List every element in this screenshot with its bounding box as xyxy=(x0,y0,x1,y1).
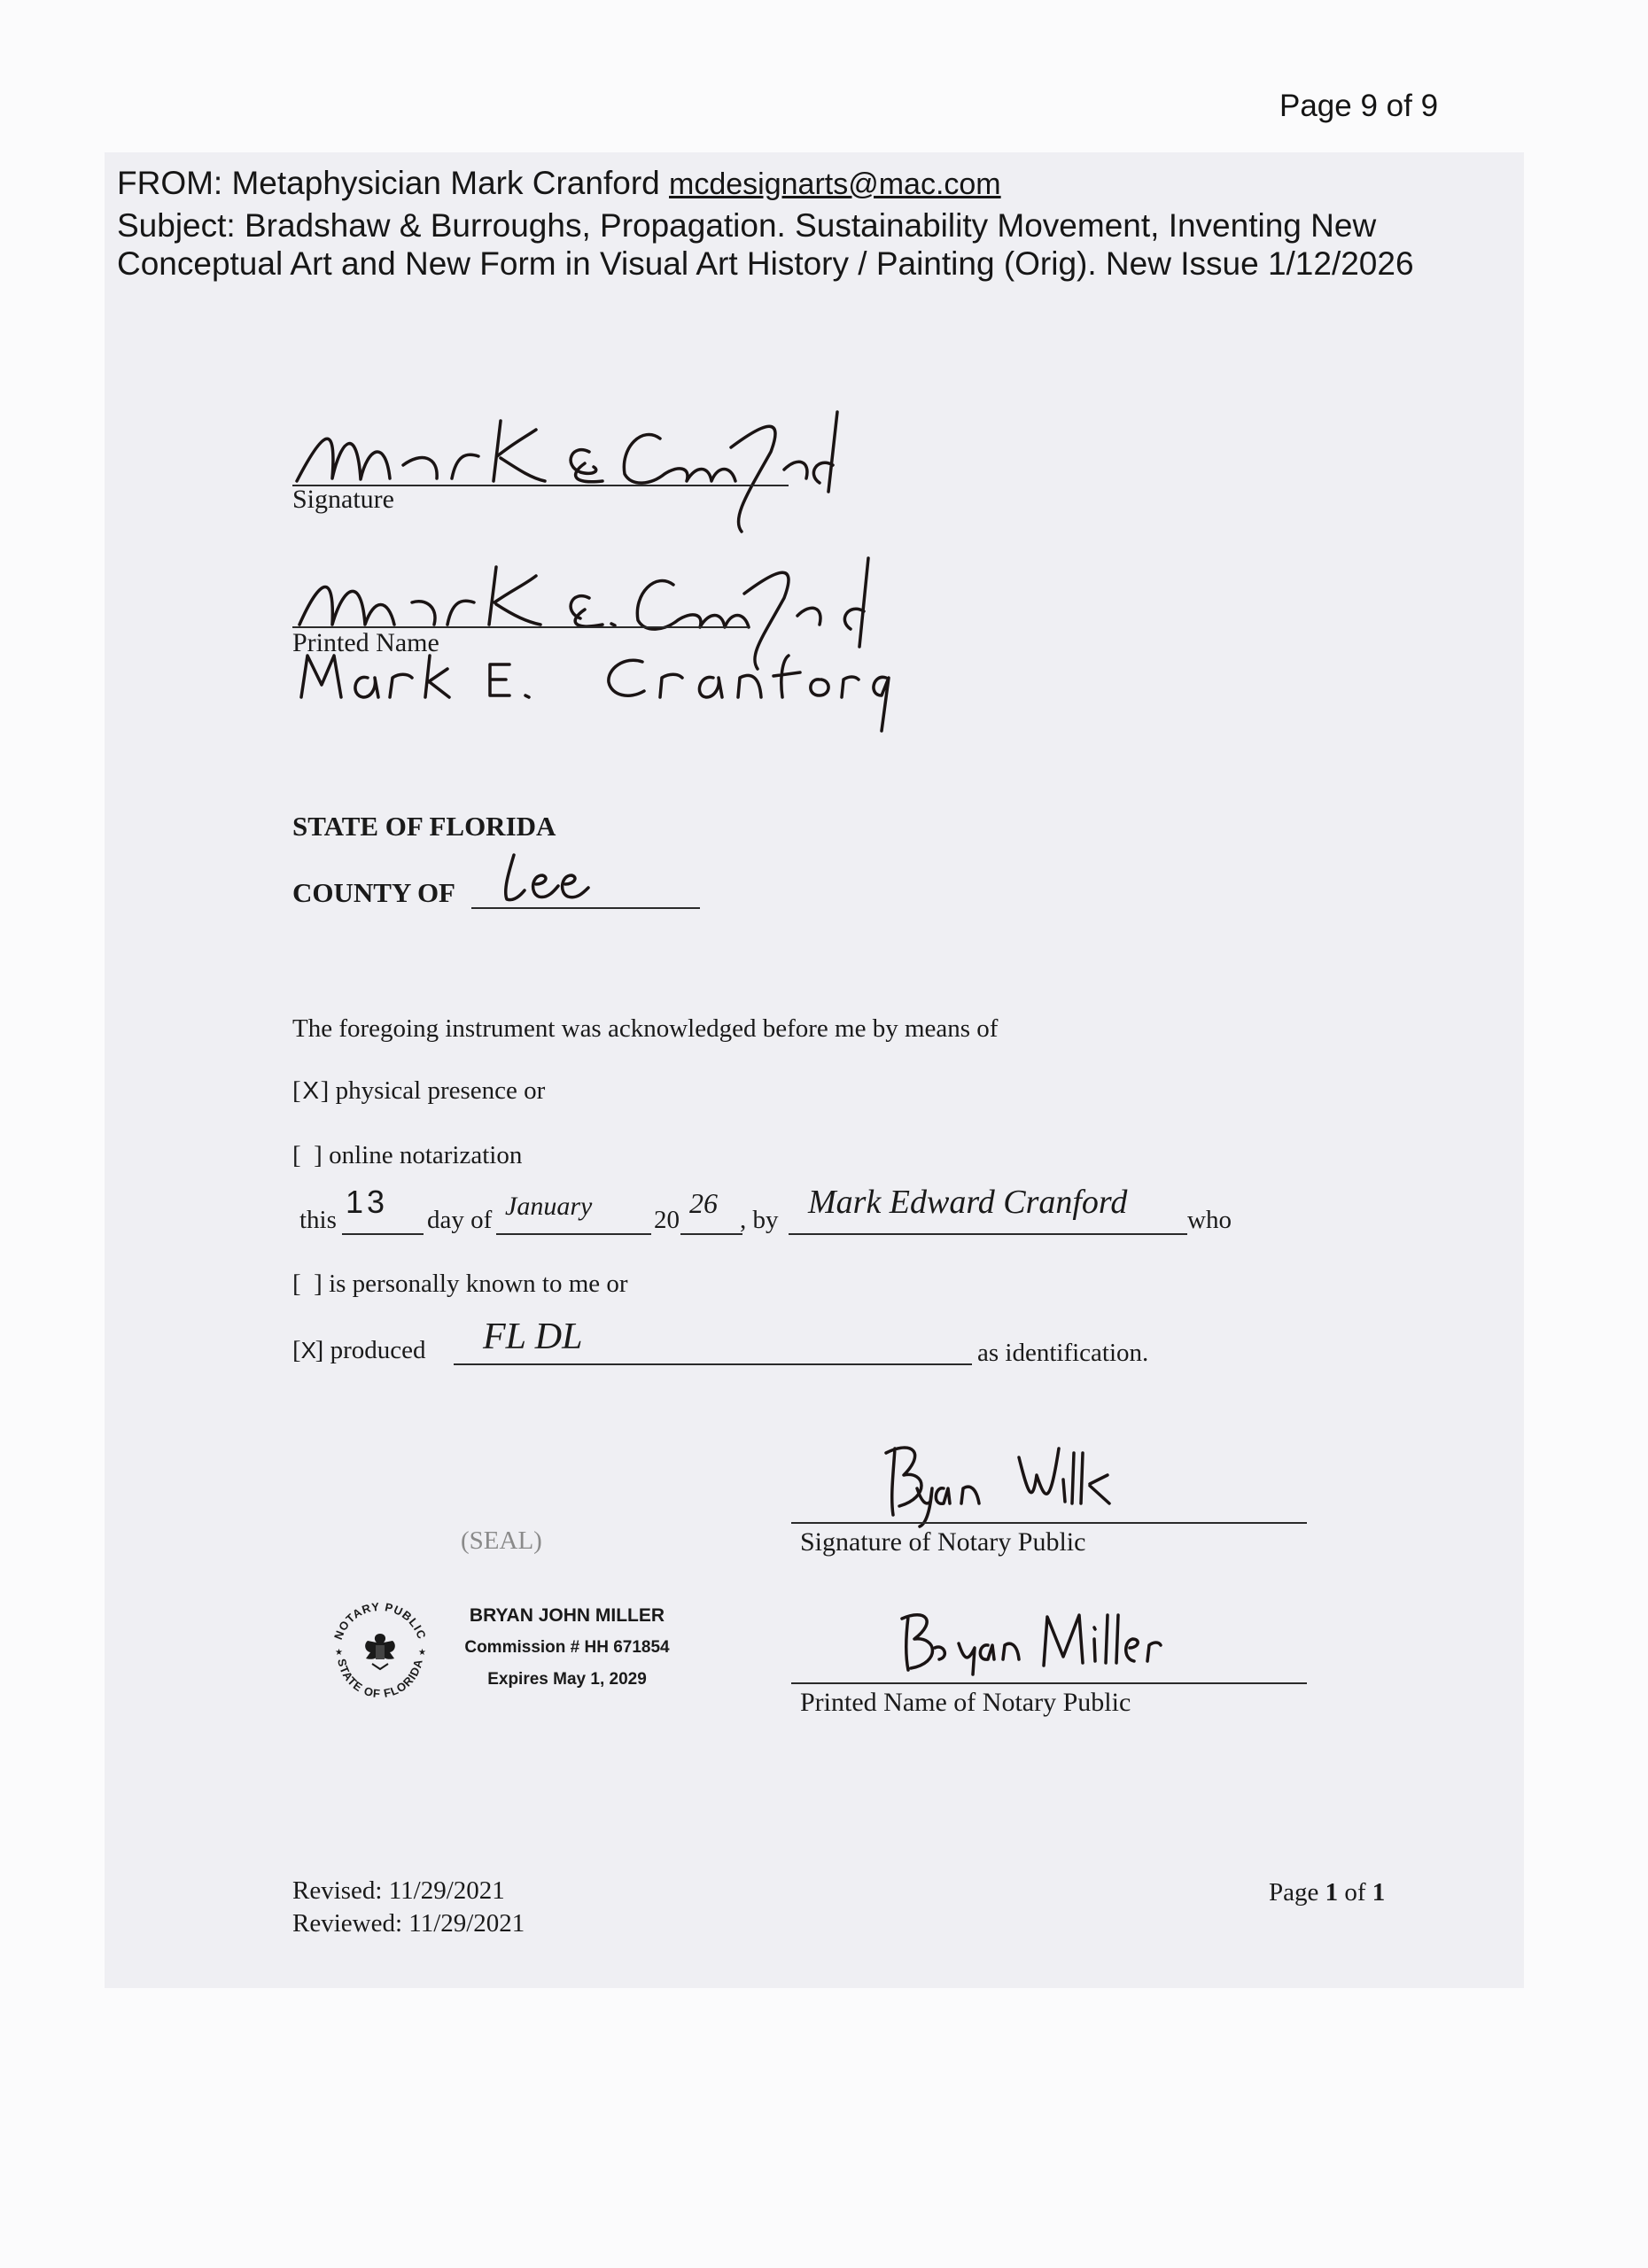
email-link[interactable]: mcdesignarts@mac.com xyxy=(669,167,1001,201)
year-line xyxy=(680,1233,742,1235)
day-of-label: day of xyxy=(427,1206,493,1234)
person-line xyxy=(789,1233,1187,1235)
revised-date: Revised: 11/29/2021 xyxy=(292,1876,505,1905)
checkbox-close-bracket: ] xyxy=(315,1336,324,1364)
county-label: COUNTY OF xyxy=(292,877,455,908)
stamp-name: BRYAN JOHN MILLER xyxy=(469,1605,665,1626)
svg-text:STATE OF FLORIDA xyxy=(335,1658,425,1700)
notary-seal-emblem xyxy=(326,1596,434,1705)
produced-option[interactable] xyxy=(292,1336,426,1365)
personally-known-option[interactable] xyxy=(292,1270,628,1299)
page-number: Page 9 of 9 xyxy=(1279,89,1439,123)
year-prefix: 20 xyxy=(654,1206,680,1234)
acknowledgment-intro: The foregoing instrument was acknowledged before me by means of xyxy=(292,1014,999,1043)
notary-signature-line xyxy=(791,1522,1307,1524)
stamp-expires: Expires May 1, 2029 xyxy=(487,1670,647,1689)
identification-line xyxy=(454,1363,972,1365)
subject-line-2: Conceptual Art and New Form in Visual Art History / Painting (Orig). New Issue 1/12/2026 xyxy=(117,245,1414,282)
online-notarization-option[interactable] xyxy=(292,1141,522,1170)
seal-bottom-text: STATE OF FLORIDA xyxy=(335,1657,425,1701)
signature-label: Signature xyxy=(292,485,394,514)
notary-printed-name-signature xyxy=(895,1608,1161,1679)
signer-printed-name-signature xyxy=(292,549,895,638)
produced-label: produced xyxy=(330,1336,426,1364)
footer-page-prefix: Page xyxy=(1269,1878,1325,1907)
notary-printed-name-label: Printed Name of Notary Public xyxy=(800,1688,1131,1717)
day-value: 13 xyxy=(346,1184,389,1220)
checkbox-open-bracket: [ xyxy=(292,1076,301,1105)
reviewed-date: Reviewed: 11/29/2021 xyxy=(292,1909,525,1938)
footer-page-mid: of xyxy=(1338,1878,1372,1907)
produced-mark: X xyxy=(300,1337,317,1363)
footer-page-number xyxy=(1269,1878,1385,1907)
notary-signature-label: Signature of Notary Public xyxy=(800,1527,1086,1557)
physical-presence-option[interactable] xyxy=(292,1076,545,1106)
seal-top-text: NOTARY PUBLIC xyxy=(330,1599,430,1642)
stamp-commission: Commission # HH 671854 xyxy=(464,1638,670,1657)
online-notarization-label: online notarization xyxy=(329,1141,523,1169)
svg-text:★: ★ xyxy=(418,1648,426,1658)
printed-name-label: Printed Name xyxy=(292,628,439,657)
county-line xyxy=(471,907,700,909)
id-value: FL DL xyxy=(483,1317,583,1357)
personally-known-label: is personally known to me or xyxy=(329,1270,628,1298)
year-value: 26 xyxy=(689,1187,718,1219)
physical-presence-mark: X xyxy=(302,1076,320,1104)
checkbox-close-bracket: ] xyxy=(320,1076,330,1105)
this-label: this xyxy=(299,1206,337,1234)
by-label: , by xyxy=(740,1206,779,1234)
notary-signature xyxy=(877,1440,1125,1528)
person-value: Mark Edward Cranford xyxy=(808,1184,1128,1221)
svg-text:★: ★ xyxy=(335,1648,343,1658)
seal-label: (SEAL) xyxy=(461,1526,542,1555)
footer-page-total: 1 xyxy=(1372,1878,1386,1907)
checkbox-open-bracket: [ xyxy=(292,1336,301,1364)
footer-page-current: 1 xyxy=(1325,1878,1339,1907)
checkbox-empty: [ ] xyxy=(292,1141,323,1169)
from-prefix: FROM: Metaphysician Mark Cranford xyxy=(117,165,670,201)
month-value: January xyxy=(505,1192,593,1221)
physical-presence-label: physical presence or xyxy=(335,1076,546,1105)
from-line xyxy=(117,165,1001,203)
subject-line-1: Subject: Bradshaw & Burroughs, Propagation. Sustainability Movement, Inventing New xyxy=(117,207,1377,244)
checkbox-empty: [ ] xyxy=(292,1270,323,1298)
day-line xyxy=(342,1233,424,1235)
as-identification-label: as identification. xyxy=(977,1339,1149,1367)
notary-printed-name-line xyxy=(791,1682,1307,1684)
month-line xyxy=(496,1233,651,1235)
eagle-icon xyxy=(365,1634,395,1669)
who-label: who xyxy=(1187,1206,1232,1234)
signer-printed-name-block xyxy=(297,651,882,731)
county-value-handwriting xyxy=(496,850,602,904)
state-heading: STATE OF FLORIDA xyxy=(292,811,556,842)
